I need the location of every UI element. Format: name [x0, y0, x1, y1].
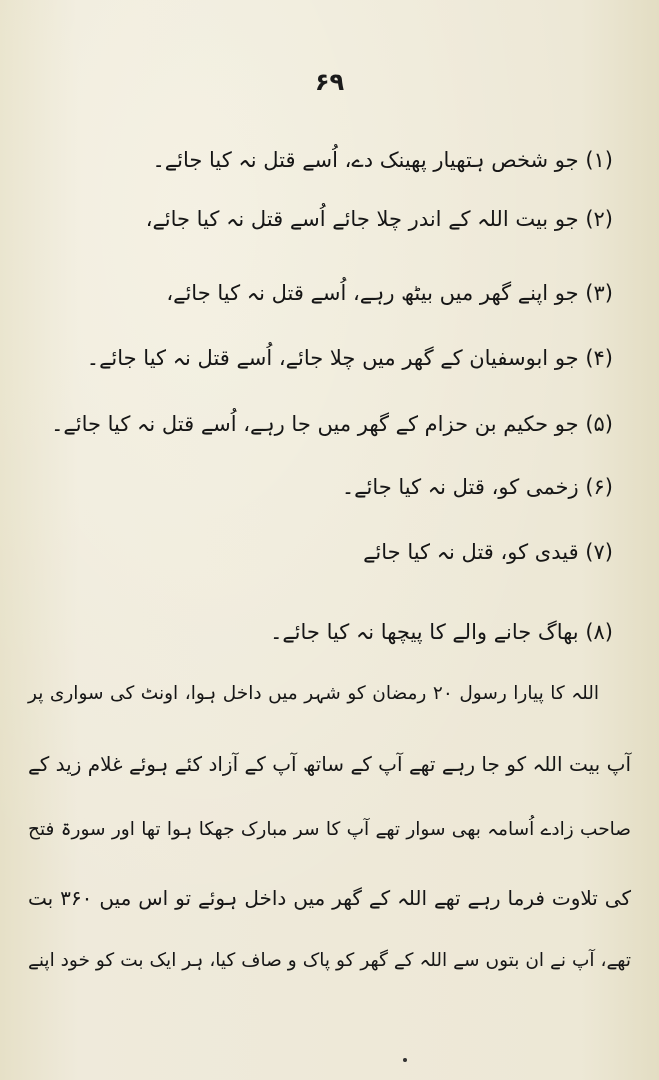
- paragraph-line: آپ بیت اللہ کو جا رہے تھے آپ کے ساتھ آپ کے آزاد کئے ہوئے غلام زید کے: [28, 752, 631, 776]
- list-item: (۱) جو شخص ہتھیار پھینک دے، اُسے قتل نہ کیا جائے۔: [152, 148, 613, 172]
- list-item: (۸) بھاگ جانے والے کا پیچھا نہ کیا جائے۔: [270, 620, 613, 644]
- paragraph-line: کی تلاوت فرما رہے تھے اللہ کے گھر میں داخل ہوئے تو اس میں ۳۶۰ بت: [28, 886, 632, 910]
- list-item: (۶) زخمی کو، قتل نہ کیا جائے۔: [341, 475, 613, 499]
- list-item: (۷) قیدی کو، قتل نہ کیا جائے: [363, 540, 613, 564]
- ink-dot: [403, 1058, 407, 1062]
- paragraph-line: صاحب زادے اُسامہ بھی سوار تھے آپ کا سر مبارک جھکا ہوا تھا اور سورۃ فتح: [28, 819, 631, 840]
- list-item: (۵) جو حکیم بن حزام کے گھر میں جا رہے، اُسے قتل نہ کیا جائے۔: [51, 412, 613, 436]
- list-item: (۳) جو اپنے گھر میں بیٹھ رہے، اُسے قتل نہ کیا جائے،: [166, 281, 613, 305]
- page-number: ۶۹: [314, 68, 345, 96]
- paragraph-line: اللہ کا پیارا رسول ۲۰ رمضان کو شہر میں داخل ہوا، اونٹ کی سواری پر: [28, 683, 599, 704]
- list-item: (۴) جو ابوسفیان کے گھر میں چلا جائے، اُسے قتل نہ کیا جائے۔: [86, 346, 613, 370]
- list-item: (۲) جو بیت اللہ کے اندر چلا جائے اُسے قتل نہ کیا جائے،: [145, 207, 613, 231]
- paragraph-line: تھے، آپ نے ان بتوں سے اللہ کے گھر کو پاک و صاف کیا، ہر ایک بت کو خود اپنے: [28, 950, 631, 971]
